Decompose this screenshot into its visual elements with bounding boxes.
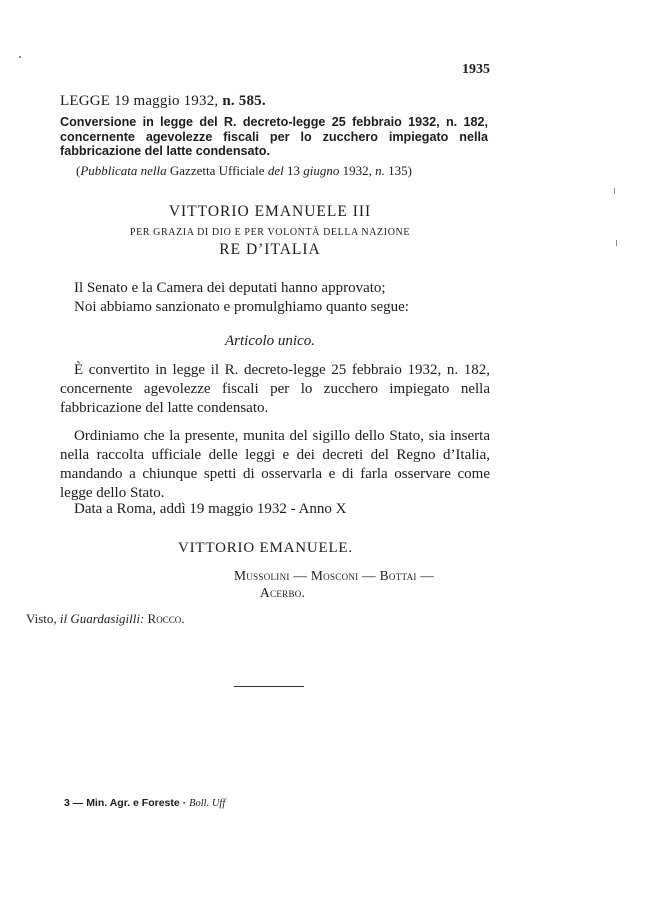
sovereign-title: RE D’ITALIA	[219, 241, 321, 258]
law-subject	[60, 115, 488, 159]
minister-signatures	[234, 567, 434, 601]
visto-name: Rocco.	[147, 611, 185, 626]
footer-page: 3	[64, 797, 70, 809]
pub-n: n.	[375, 163, 385, 178]
pub-published-in: Pubblicata nella	[80, 163, 167, 178]
page-footer	[64, 797, 225, 809]
footer-ministry: Min. Agr. e Foreste	[86, 797, 180, 809]
preamble	[74, 279, 409, 317]
law-date: 19 maggio 1932,	[114, 93, 219, 109]
law-heading	[60, 93, 266, 110]
footer-sep: ·	[182, 797, 187, 809]
subject-line: nella fabbricazione del latte condensato.	[60, 129, 488, 158]
pub-day: 13	[286, 163, 300, 178]
subject-line: Conversione in legge del R. decreto-legge 25 febbraio 1932,	[60, 115, 440, 129]
visto-label: Visto,	[26, 611, 57, 626]
pub-year: 1932,	[342, 163, 372, 178]
footer-bulletin: Boll. Uff	[189, 798, 226, 809]
preamble-line: Noi abbiamo sanzionato e promulghiamo quanto segue:	[74, 299, 409, 315]
king-signature: VITTORIO EMANUELE.	[178, 540, 353, 556]
law-type: LEGGE	[60, 93, 111, 109]
divider-rule	[234, 686, 304, 687]
article-paragraph: È convertito in legge il R. decreto-legge 25 febbraio 1932, n. 182, concernente agevolezze fiscali per lo zucchero impiegato nella fabbricazione del latte condensato.	[60, 362, 490, 416]
pub-close: )	[407, 163, 412, 178]
enacting-paragraph: Ordiniamo che la presente, munita del sigillo dello Stato, sia inserta nella raccolta ufficiale delle leggi e dei decreti del Regno d’Italia, mandando a chiunque spetti di osservarla e di farla osservare come legge dello Stato.	[60, 428, 490, 501]
visto-line	[26, 611, 184, 627]
ministers-line: Acerbo.	[260, 585, 306, 600]
pub-open: (	[76, 163, 81, 178]
scan-speck	[19, 56, 21, 58]
publication-note	[76, 163, 412, 179]
page-number: 1935	[462, 62, 490, 77]
date-place: Data a Roma, addì 19 maggio 1932 - Anno X	[74, 501, 347, 517]
pub-gazette: Gazzetta Ufficiale	[169, 163, 265, 178]
article-title: Articolo unico.	[225, 333, 315, 349]
scan-speck	[614, 188, 615, 194]
scan-speck	[616, 240, 617, 246]
pub-del: del	[267, 163, 284, 178]
pub-month: giugno	[303, 163, 340, 178]
subject-line: n. 182, concernente agevolezze fiscali per lo zucchero impiegato	[60, 115, 489, 144]
pub-number: 135	[388, 163, 408, 178]
sovereign-grace: PER GRAZIA DI DIO E PER VOLONTÀ DELLA NAZIONE	[129, 227, 411, 238]
preamble-line: Il Senato e la Camera dei deputati hanno approvato;	[74, 280, 386, 296]
law-number: n. 585.	[222, 93, 266, 109]
visto-role: il Guardasigilli:	[59, 611, 145, 626]
sovereign-name: VITTORIO EMANUELE III	[168, 203, 372, 220]
footer-dash: —	[72, 797, 84, 809]
ministers-line: Mussolini — Mosconi — Bottai —	[234, 568, 435, 583]
